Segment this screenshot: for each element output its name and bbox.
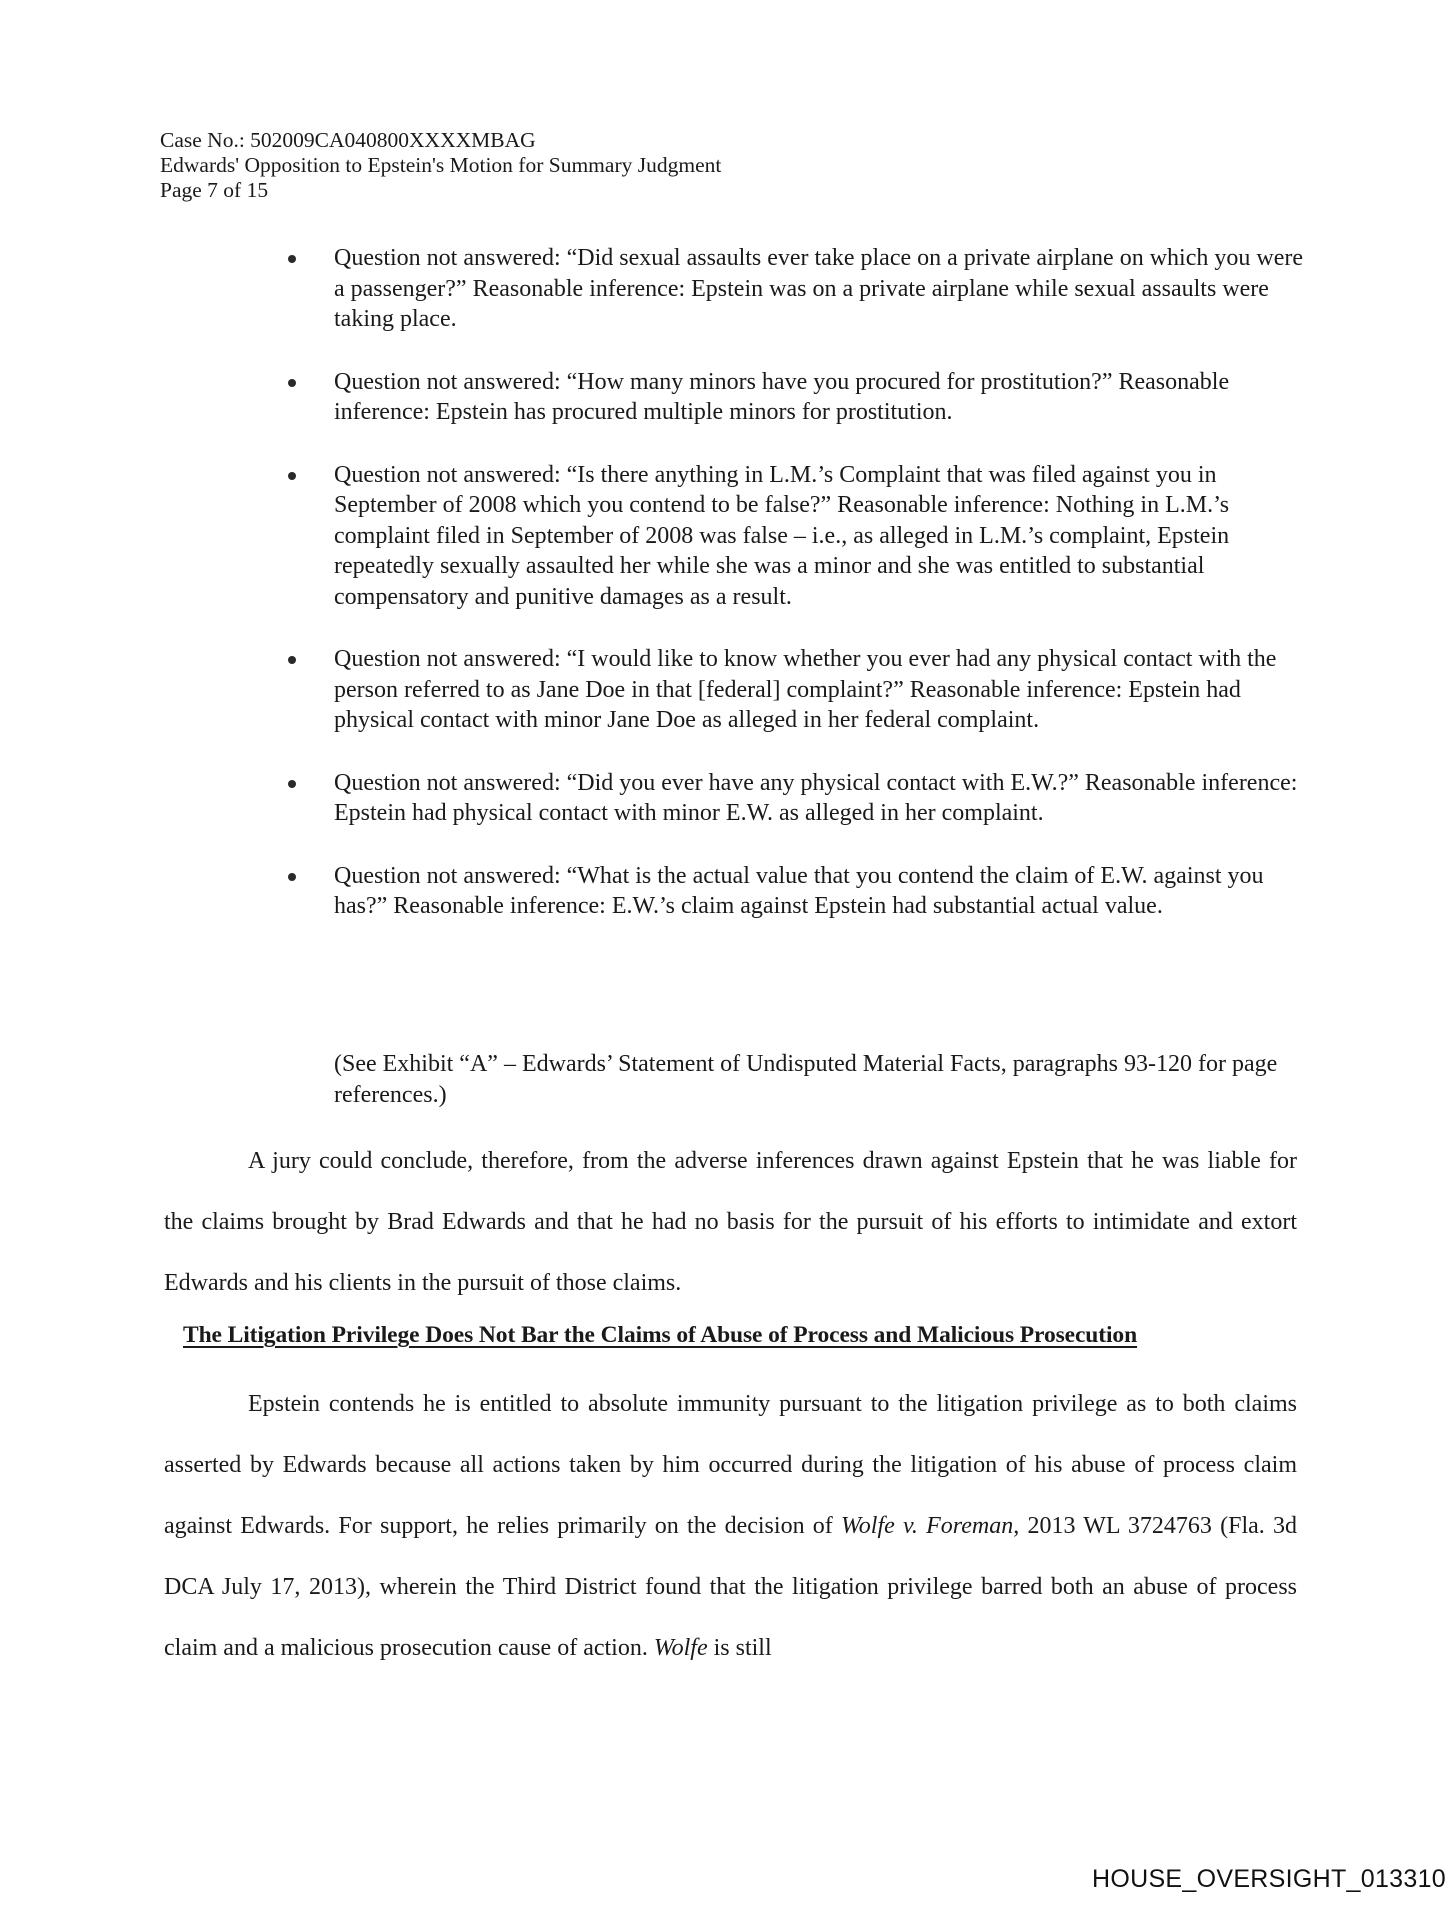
body-paragraph-litigation-privilege [164,1374,1297,1679]
exhibit-reference-note: (See Exhibit “A” – Edwards’ Statement of Undisputed Material Facts, paragraphs 93-120 for page references.) [334,1051,1278,1108]
list-item [286,460,1306,613]
bullet-icon [288,472,296,480]
list-item-text: Question not answered: “Did sexual assaults ever take place on a private airplane on which you were a passenger?” Reasonable inference: Epstein was on a private airplane while sexual assaults were taking place. [334,245,1303,332]
unanswered-questions-list [286,243,1306,954]
list-item-text: Question not answered: “I would like to know whether you ever had any physical contact with the person referred to as Jane Doe in that [federal] complaint?” Reasonable inference: Epstein had physical contact with minor Jane Doe as alleged in her federal complaint. [334,646,1277,733]
list-item-text: Question not answered: “Is there anything in L.M.’s Complaint that was filed against you in September of 2008 which you contend to be false?” Reasonable inference: Nothing in L.M.’s complaint filed in September of 2008 was false – i.e., as alleged in L.M.’s complaint, Epstein repeatedly sexually assaulted her while she was a minor and she was entitled to substantial compensatory and punitive damages as a result. [334,461,1230,610]
list-item [286,644,1306,736]
bullet-icon [288,873,296,881]
bullet-icon [288,780,296,788]
list-item [286,861,1306,922]
case-number: Case No.: 502009CA040800XXXXMBAG [160,128,536,152]
body-paragraph-conclusion [164,1131,1297,1314]
document-title: Edwards' Opposition to Epstein's Motion for Summary Judgment [160,153,722,177]
paragraph-text-part1: Epstein contends he is entitled to absolute immunity pursuant to the litigation privilege as to both claims asserted by Edwards because all actions taken by him occurred during the litigation of his abuse of process claim against Edwards. For support, he relies primarily on the decision of [164,1391,1297,1539]
bullet-icon [288,379,296,387]
list-item [286,768,1306,829]
section-heading: The Litigation Privilege Does Not Bar the Claims of Abuse of Process and Malicious Prosecution [183,1322,1138,1348]
case-short-name: Wolfe [653,1635,708,1661]
bates-stamp: HOUSE_OVERSIGHT_013310 [1092,1865,1446,1893]
paragraph-text-part3: is still [707,1635,772,1661]
list-item [286,243,1306,335]
list-item [286,367,1306,428]
list-item-text: Question not answered: “Did you ever have any physical contact with E.W.?” Reasonable inference: Epstein had physical contact with minor E.W. as alleged in her complaint. [334,769,1298,826]
page-number: Page 7 of 15 [160,178,269,202]
bullet-icon [288,656,296,664]
paragraph-text-part2: , 2013 WL 3724763 (Fla. 3d DCA July 17, 2013), wherein the Third District found that the litigation privilege barred both an abuse of process claim and a malicious prosecution cause of action. [164,1513,1297,1661]
bullet-icon [288,255,296,263]
document-header [160,128,721,203]
list-item-text: Question not answered: “How many minors have you procured for prostitution?” Reasonable inference: Epstein has procured multiple minors for prostitution. [334,368,1230,425]
list-item-text: Question not answered: “What is the actual value that you contend the claim of E.W. against you has?” Reasonable inference: E.W.’s claim against Epstein had substantial actual value. [334,862,1264,919]
case-citation-name: Wolfe v. Foreman [841,1513,1014,1539]
paragraph-text: A jury could conclude, therefore, from the adverse inferences drawn against Epstein that he was liable for the claims brought by Brad Edwards and that he had no basis for the pursuit of his efforts to intimidate and extort Edwards and his clients in the pursuit of those claims. [164,1148,1297,1296]
